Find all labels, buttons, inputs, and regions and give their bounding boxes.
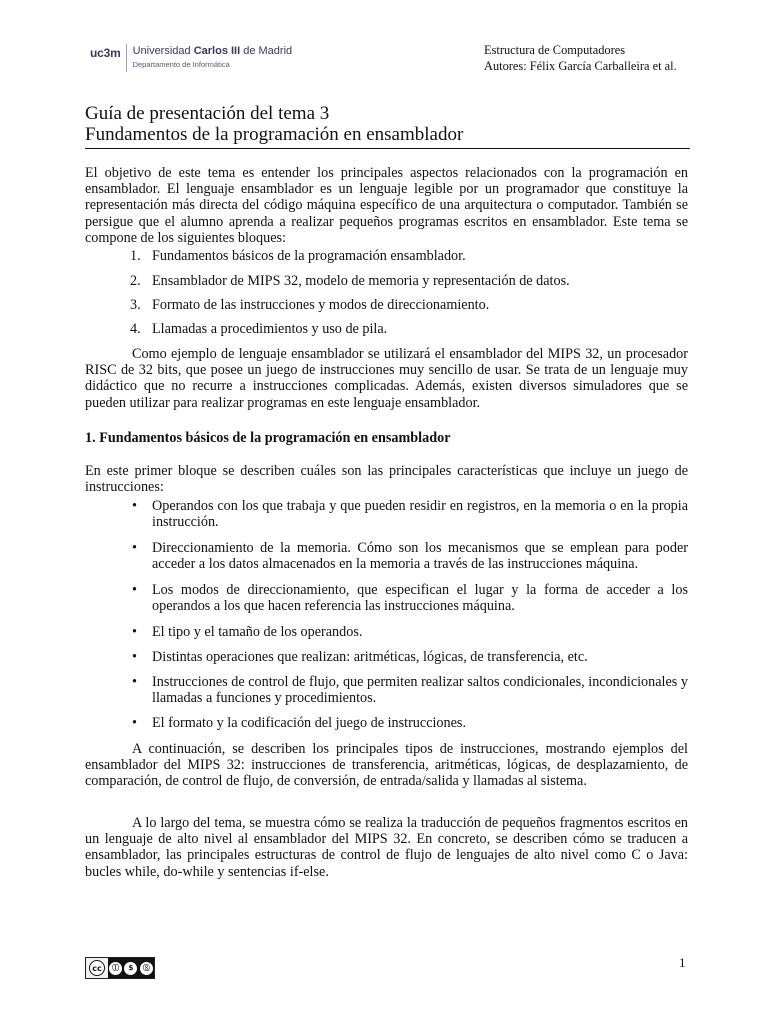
nc-icon: $ xyxy=(124,962,137,975)
bullet-icon: • xyxy=(132,649,137,665)
section-heading: 1. Fundamentos básicos de la programación en ensamblador xyxy=(85,430,451,446)
logo-text xyxy=(126,44,293,72)
types-paragraph: A continuación, se describen los principales tipos de instrucciones, mostrando ejemplos del ensamblador del MIPS 32: instrucciones de transferencia, aritméticas, lógicas, de desplazamiento, de comparación, de control de flujo, de conversión, de entrada/salida y llamadas al sistema. xyxy=(85,741,688,790)
university-name: Universidad Carlos III de Madrid xyxy=(132,45,293,57)
bullet-item-4: • El tipo y el tamaño de los operandos. xyxy=(132,624,363,640)
bullet-item-3: • Los modos de direccionamiento, que especifican el lugar y la forma de acceder a los operandos a los que hacen referencia las instrucciones máquina. xyxy=(132,582,688,615)
block-item-3: 3. Formato de las instrucciones y modos de direccionamiento. xyxy=(130,297,490,313)
bullet-icon: • xyxy=(132,715,137,731)
title-line-2: Fundamentos de la programación en ensamblador xyxy=(85,124,464,145)
bullet-item-2: • Direccionamiento de la memoria. Cómo son los mecanismos que se emplean para poder acceder a los datos almacenados en la memoria a través de las instrucciones máquina. xyxy=(132,540,688,573)
translation-paragraph: A lo largo del tema, se muestra cómo se realiza la traducción de pequeños fragmentos escritos en un lenguaje de alto nivel al ensamblador del MIPS 32. En concreto, se describen cómo se traducen a ensamblador, las principales estructuras de control de flujo de lenguajes de alto nivel como C o Java: bucles while, do-while y sentencias if-else. xyxy=(85,815,688,880)
by-icon: Ⓘ xyxy=(109,962,122,975)
bullet-item-7: • El formato y la codificación del juego de instrucciones. xyxy=(132,715,466,731)
title-line-1: Guía de presentación del tema 3 xyxy=(85,103,330,124)
course-name: Estructura de Computadores xyxy=(484,43,626,57)
creative-commons-license-icon xyxy=(85,957,155,979)
bullet-icon: • xyxy=(132,674,137,690)
example-paragraph: Como ejemplo de lenguaje ensamblador se utilizará el ensamblador del MIPS 32, un procesador RISC de 32 bits, que posee un juego de instrucciones muy sencillo de usar. Se trata de un lenguaje muy didáctico que no recurre a instrucciones complicadas. Además, existen diversos simuladores que se pueden utilizar para realizar programas en este lenguaje ensamblador. xyxy=(85,346,688,411)
block-item-4: 4. Llamadas a procedimientos y uso de pila. xyxy=(130,321,388,337)
bullet-item-5: • Distintas operaciones que realizan: aritméticas, lógicas, de transferencia, etc. xyxy=(132,649,588,665)
bullet-icon: • xyxy=(132,498,137,514)
page-title xyxy=(85,103,690,145)
bullet-icon: • xyxy=(132,624,137,640)
intro-paragraph: El objetivo de este tema es entender los principales aspectos relacionados con la programación en ensamblador. El lenguaje ensamblador es un lenguaje legible por un programador que constituye la representación más directa del código máquina específico de una arquitectura o computador. También se persigue que el alumno aprenda a realizar pequeños programas escritos en ensamblador. Este tema se compone de los siguientes bloques: xyxy=(85,165,688,246)
authors: Autores: Félix García Carballeira et al. xyxy=(484,59,677,73)
university-logo xyxy=(90,44,292,76)
section-intro: En este primer bloque se describen cuáles son las principales características que incluye un juego de instrucciones: xyxy=(85,463,688,496)
bullet-icon: • xyxy=(132,582,137,598)
block-item-1: 1. Fundamentos básicos de la programación ensamblador. xyxy=(130,248,466,264)
department-name: Departamento de Informática xyxy=(132,60,230,69)
block-item-2: 2. Ensamblador de MIPS 32, modelo de memoria y representación de datos. xyxy=(130,273,570,289)
page-number: 1 xyxy=(679,955,686,970)
header-info xyxy=(484,42,677,74)
bullet-icon: • xyxy=(132,540,137,556)
logo-abbreviation: uc3m xyxy=(90,46,121,60)
cc-icon: cc xyxy=(89,960,105,976)
bullet-item-1: • Operandos con los que trabaja y que pueden residir en registros, en la memoria o en la propia instrucción. xyxy=(132,498,688,531)
bullet-item-6: • Instrucciones de control de flujo, que permiten realizar saltos condicionales, incondicionales y llamadas a funciones y procedimientos. xyxy=(132,674,688,707)
title-divider xyxy=(85,148,690,149)
sa-icon: Ⓢ xyxy=(140,962,153,975)
